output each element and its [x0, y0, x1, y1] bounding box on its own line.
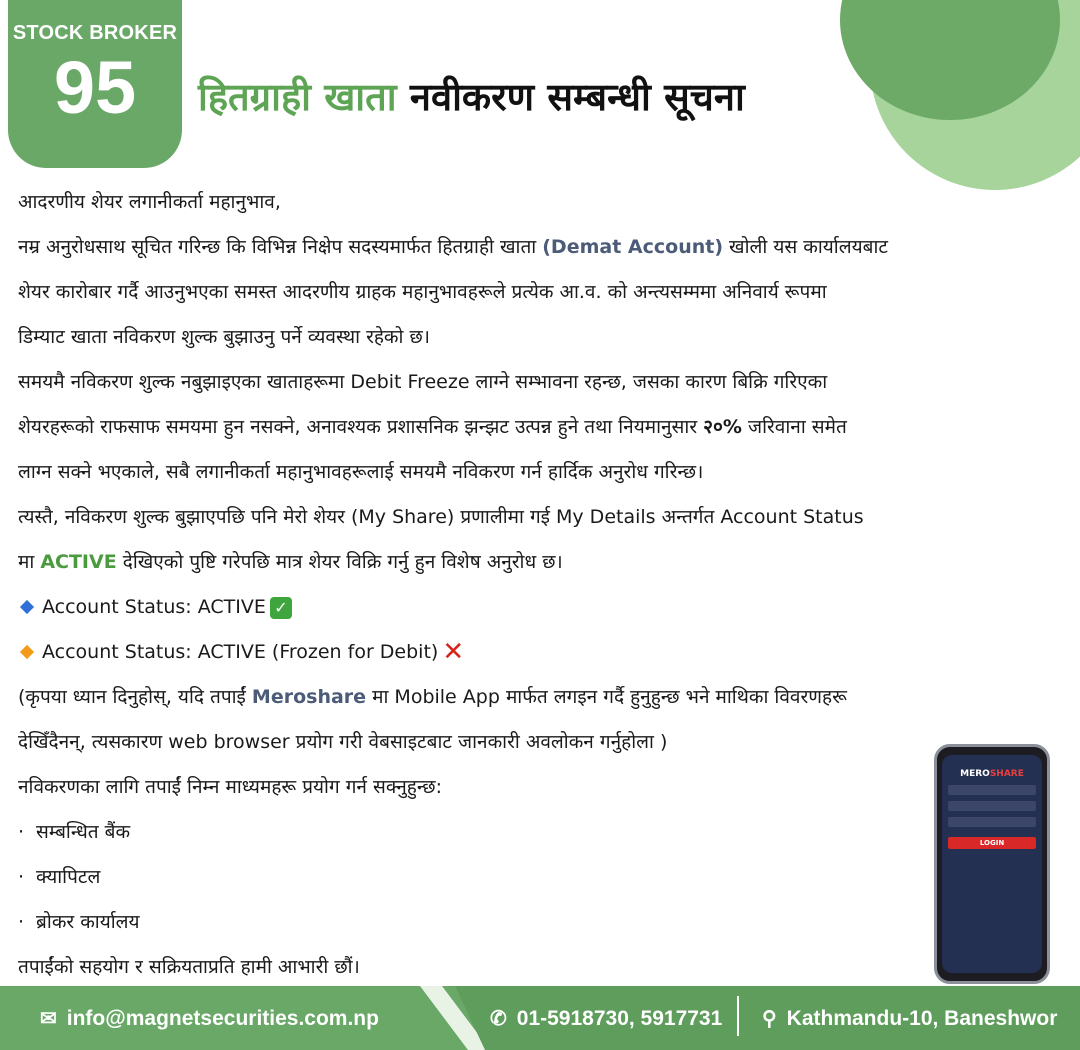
paragraph-1-line-1: [18, 225, 1078, 270]
title-part-green: हितग्राही खाता: [198, 75, 397, 119]
footer-separator: [737, 996, 739, 1036]
status-active-text: Account Status: ACTIVE: [42, 596, 266, 618]
meroshare-logo: [942, 769, 1042, 779]
option-item: [18, 810, 1078, 855]
option-label: क्यापिटल: [36, 866, 101, 888]
meroshare-highlight: Meroshare: [251, 686, 367, 708]
active-highlight: ACTIVE: [40, 551, 117, 573]
location-pin-icon: ⚲: [762, 1008, 777, 1030]
option-item: [18, 855, 1078, 900]
logo-text: MERO: [960, 769, 990, 779]
badge-label: STOCK BROKER: [12, 22, 178, 44]
paragraph-1-line-3: डिम्याट खाता नविकरण शुल्क बुझाउनु पर्ने व्यवस्था रहेको छ।: [18, 326, 430, 348]
status-active-row: [18, 585, 1078, 630]
dp-field: [948, 785, 1036, 795]
phone-text: 01-5918730, 5917731: [516, 1007, 723, 1030]
text: नम्र अनुरोधसाथ सूचित गरिन्छ कि विभिन्न निक्षेप सदस्यमार्फत हितग्राही खाता: [18, 236, 543, 258]
phone-icon: ✆: [490, 1008, 507, 1030]
text: खोली यस कार्यालयबाट: [723, 236, 888, 258]
phone-screen: [942, 755, 1042, 973]
paragraph-3-line-1: त्यस्तै, नविकरण शुल्क बुझाएपछि पनि मेरो शेयर (My Share) प्रणालीमा गई My Details अन्तर्गत Account Status: [18, 506, 864, 528]
paragraph-4-line-1: [18, 675, 1078, 720]
option-label: सम्बन्धित बैंक: [36, 821, 131, 843]
text: शेयरहरूको राफसाफ समयमा हुन नसक्ने, अनावश्यक प्रशासनिक झन्झट उत्पन्न हुने तथा नियमानुसार: [18, 416, 704, 438]
username-field: [948, 801, 1036, 811]
text: जरिवाना समेत: [741, 416, 847, 438]
greeting: आदरणीय शेयर लगानीकर्ता महानुभाव,: [18, 191, 281, 213]
paragraph-3-line-2: [18, 540, 1078, 585]
orange-diamond-icon: [20, 644, 34, 658]
option-label: ब्रोकर कार्यालय: [36, 911, 140, 933]
paragraph-1-line-2: शेयर कारोबार गर्दै आउनुभएका समस्त आदरणीय ग्राहक महानुभावहरूले प्रत्येक आ.व. को अन्त्यसम्ममा अनिवार्य रूपमा: [18, 281, 827, 303]
check-icon: ✓: [270, 597, 292, 619]
email-text: info@magnetsecurities.com.np: [66, 1007, 379, 1030]
paragraph-2-line-3: लाग्न सक्ने भएकाले, सबै लगानीकर्ता महानुभावहरूलाई समयमै नविकरण गर्न हार्दिक अनुरोध गरिन्छ।: [18, 461, 704, 483]
paragraph-2-line-2: [18, 405, 1078, 450]
broker-badge: [8, 0, 182, 168]
penalty-highlight: २०%: [703, 416, 742, 438]
bullet: ·: [18, 821, 25, 843]
footer-email[interactable]: [40, 1006, 379, 1031]
footer-location: [762, 1006, 1057, 1031]
login-button: LOGIN: [948, 837, 1036, 849]
text: (कृपया ध्यान दिनुहोस्, यदि तपाईं: [18, 686, 252, 708]
phone-mockup: [934, 744, 1050, 984]
logo-text-red: SHARE: [989, 769, 1024, 779]
cross-icon: ✕: [442, 637, 465, 667]
closing: तपाईंको सहयोग र सक्रियताप्रति हामी आभारी छौं।: [18, 956, 360, 978]
blue-diamond-icon: [20, 599, 34, 613]
footer-phone[interactable]: [490, 1006, 722, 1031]
paragraph-4-line-2: देखिँदैनन्, त्यसकारण web browser प्रयोग गरी वेबसाइटबाट जानकारी अवलोकन गर्नुहोला ): [18, 731, 668, 753]
password-field: [948, 817, 1036, 827]
bullet: ·: [18, 866, 25, 888]
option-item: [18, 900, 1078, 945]
status-frozen-row: [18, 630, 1078, 675]
location-text: Kathmandu-10, Baneshwor: [786, 1007, 1058, 1030]
text: मा Mobile App मार्फत लगइन गर्दै हुनुहुन्छ भने माथिका विवरणहरू: [366, 686, 847, 708]
paragraph-5: नविकरणका लागि तपाईं निम्न माध्यमहरू प्रयोग गर्न सक्नुहुन्छ:: [18, 776, 443, 798]
status-frozen-text: Account Status: ACTIVE (Frozen for Debit): [42, 641, 439, 663]
title-part-black: नवीकरण सम्बन्धी सूचना: [409, 75, 745, 119]
envelope-icon: ✉: [40, 1008, 57, 1030]
demat-highlight: (Demat Account): [542, 236, 724, 258]
notice-body: [18, 180, 1078, 990]
text: मा: [18, 551, 41, 573]
bullet: ·: [18, 911, 25, 933]
text: देखिएको पुष्टि गरेपछि मात्र शेयर विक्रि गर्नु हुन विशेष अनुरोध छ।: [116, 551, 563, 573]
page-title: [198, 70, 745, 122]
badge-number: 95: [53, 46, 137, 129]
paragraph-2-line-1: समयमै नविकरण शुल्क नबुझाइएका खाताहरूमा Debit Freeze लाग्ने सम्भावना रहन्छ, जसका कारण बिक्रि गरिएका: [18, 371, 828, 393]
